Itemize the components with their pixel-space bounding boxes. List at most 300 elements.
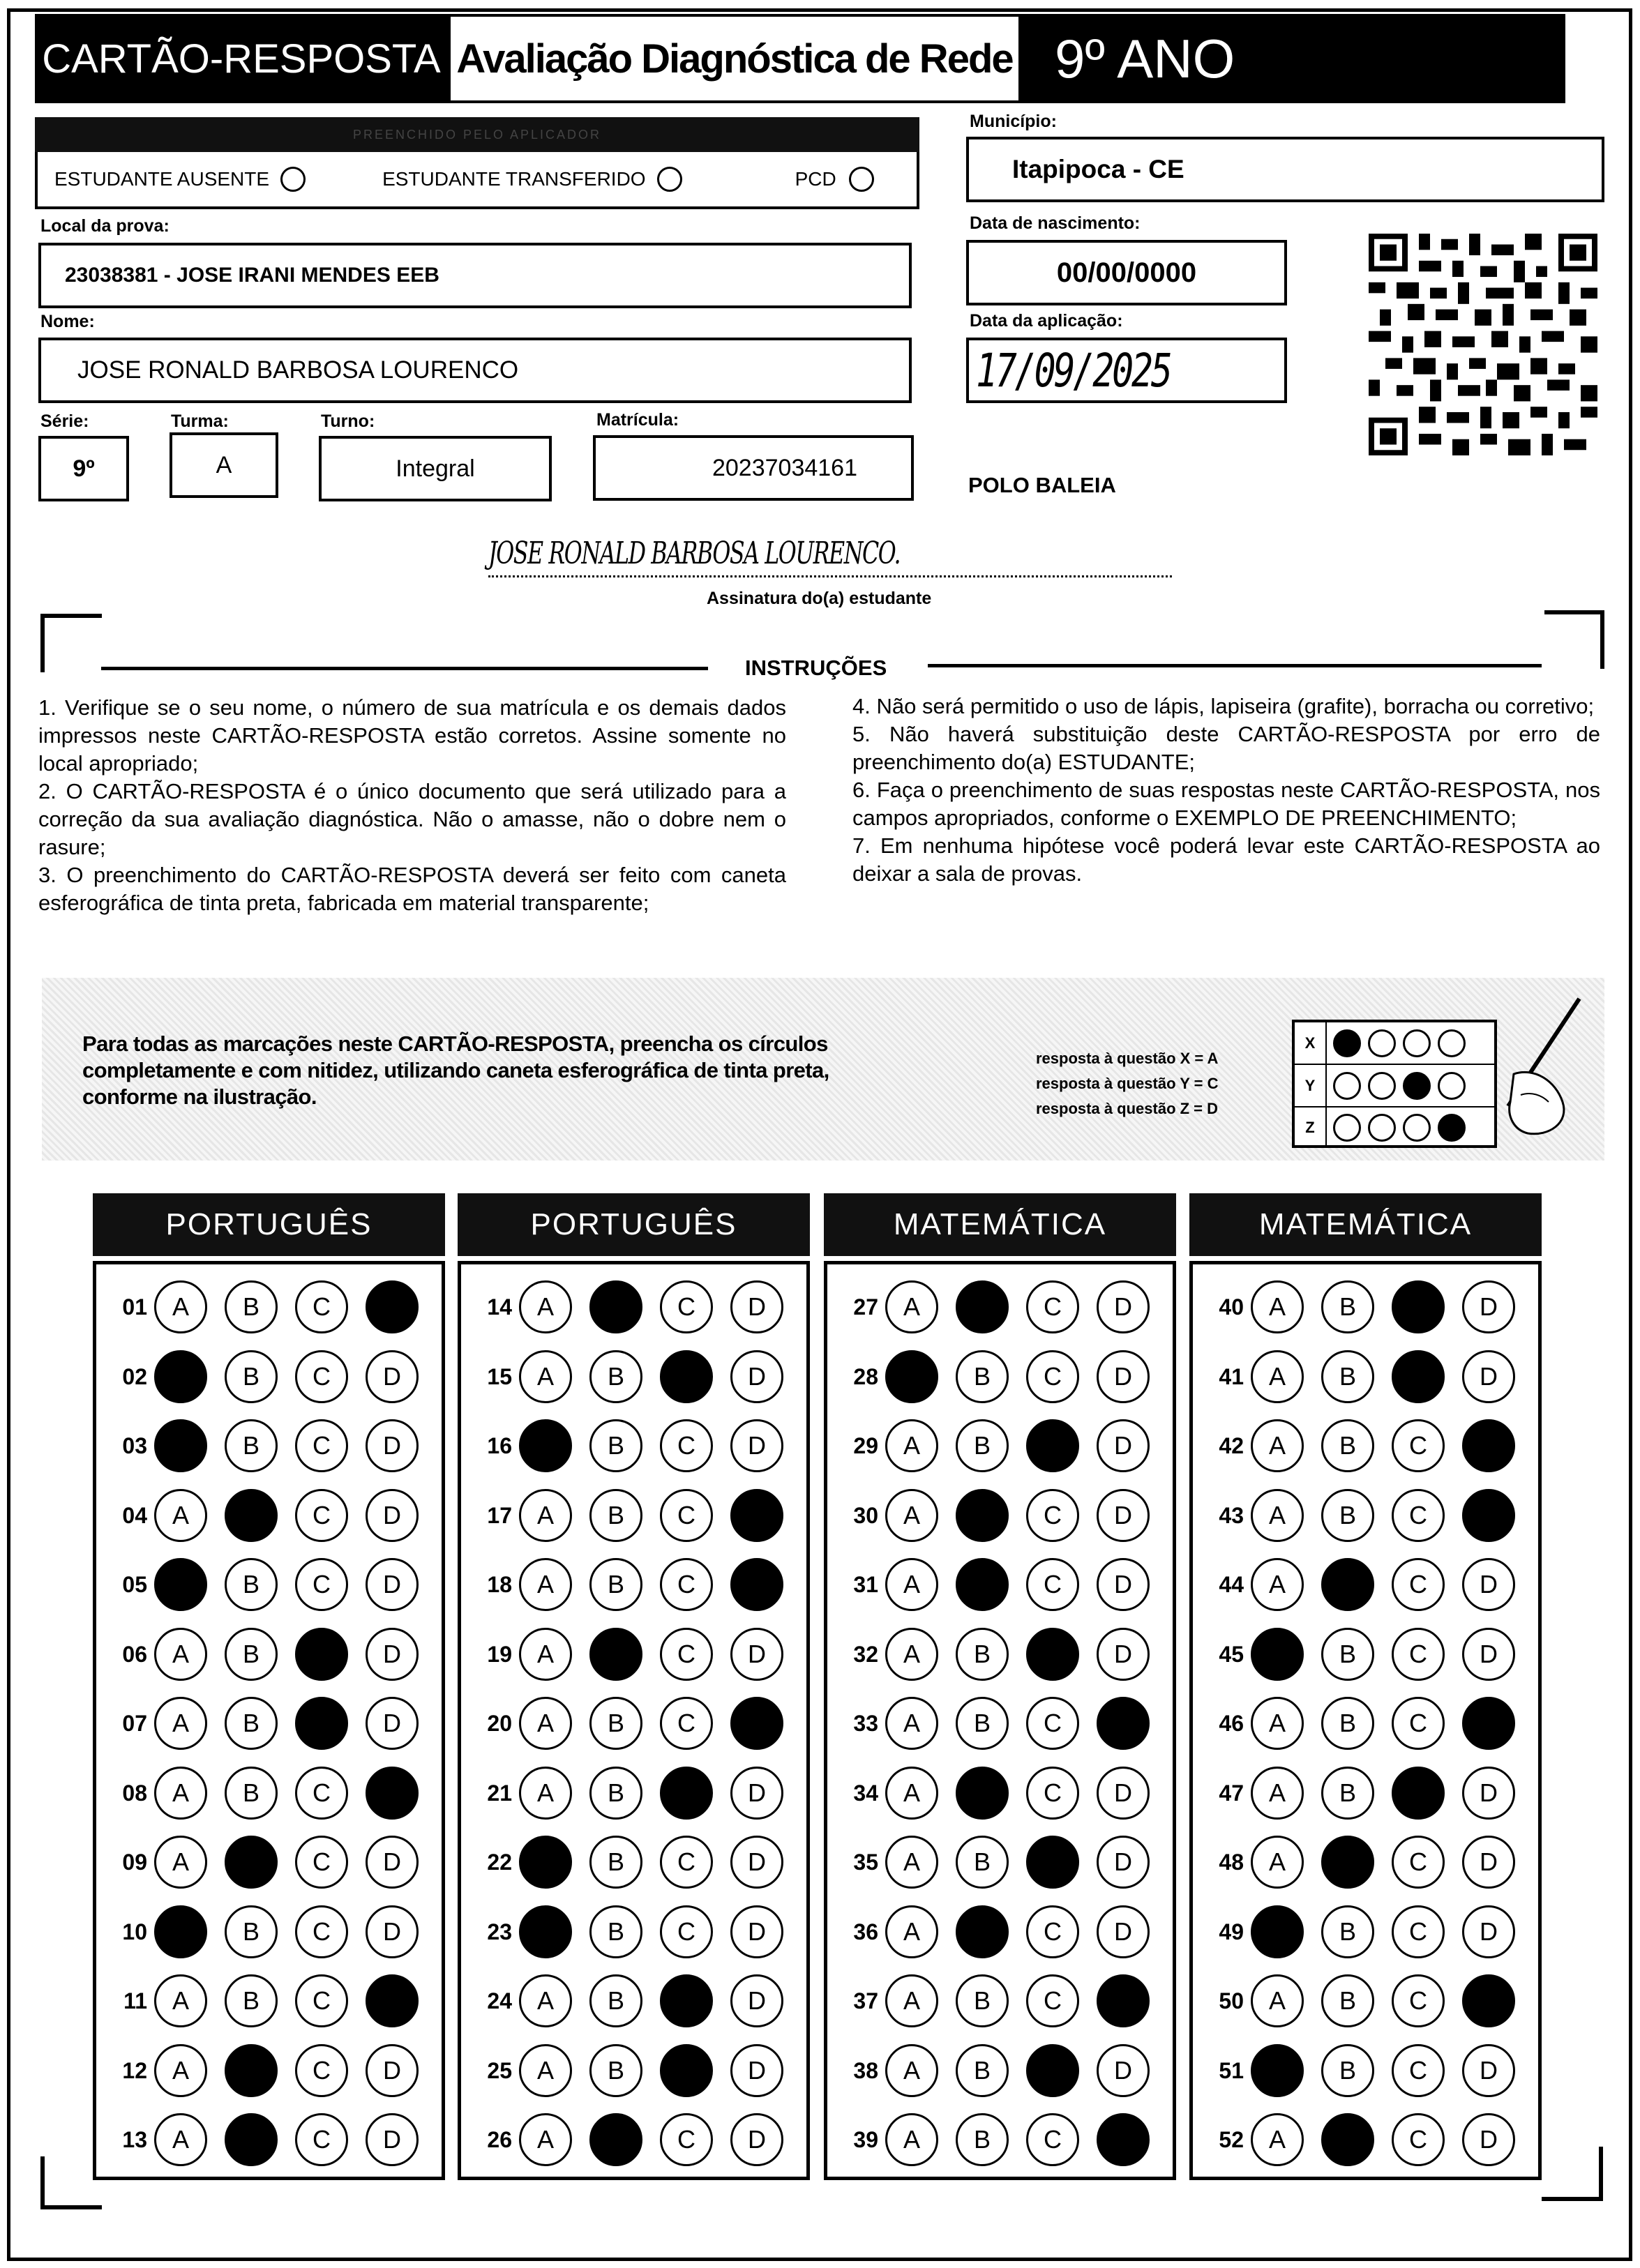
transferred-label: ESTUDANTE TRANSFERIDO [382,168,646,190]
answer-bubble[interactable]: A [154,1974,207,2027]
answer-bubble[interactable]: A [1251,1558,1304,1611]
answer-bubble[interactable]: B [589,1489,642,1542]
answer-bubble[interactable]: D [1097,1280,1150,1333]
serie-field [38,436,129,501]
grade-banner [1021,14,1565,103]
question-number: 44 [1219,1571,1244,1597]
answer-bubble-filled[interactable] [1392,1280,1445,1333]
answer-bubble[interactable]: B [1321,1628,1374,1681]
answer-bubble-filled[interactable] [225,2044,278,2097]
question-row [834,1767,1167,1820]
pcd-checkbox[interactable] [849,167,874,192]
answer-bubble[interactable]: C [660,1836,713,1889]
example-bubble [1403,1029,1431,1057]
answer-bubble[interactable]: A [885,1558,938,1611]
answer-bubble[interactable]: D [730,1419,783,1472]
question-row [103,1419,436,1472]
answer-bubble-filled[interactable] [660,2044,713,2097]
answer-bubble[interactable]: B [589,1836,642,1889]
answer-bubble[interactable]: B [589,1419,642,1472]
question-row [467,1767,801,1820]
question-number: 08 [122,1780,147,1806]
question-row [1199,1489,1533,1542]
question-number: 17 [487,1502,512,1528]
signature-handwritten: JOSE RONALD BARBOSA LOURENCO. [488,536,901,571]
answer-bubble-filled[interactable] [956,1905,1009,1958]
answer-bubble-filled[interactable] [1026,2044,1079,2097]
answer-bubble[interactable]: D [366,1419,419,1472]
answer-bubble[interactable]: D [366,1350,419,1403]
question-row [103,2044,436,2097]
answer-bubble-filled[interactable] [154,1905,207,1958]
answer-bubble[interactable]: A [154,1836,207,1889]
answer-bubble-filled[interactable] [366,1767,419,1820]
answer-bubble[interactable]: D [1462,1767,1515,1820]
answer-bubble-filled[interactable] [1026,1419,1079,1472]
answer-bubble-filled[interactable] [660,1974,713,2027]
answer-bubble[interactable]: C [660,1697,713,1750]
question-number: 39 [853,2126,878,2152]
question-number: 03 [122,1432,147,1458]
answer-bubble-filled[interactable] [660,1767,713,1820]
answer-bubble[interactable]: A [519,1350,572,1403]
nascimento-label: Data de nascimento: [970,213,1141,233]
instructions-left [38,694,786,917]
answer-bubble[interactable]: C [1392,2044,1445,2097]
question-row [1199,1280,1533,1333]
answer-bubble[interactable]: B [589,1350,642,1403]
answer-bubble[interactable]: A [885,1419,938,1472]
question-number: 32 [853,1641,878,1667]
question-number: 11 [123,1988,147,2013]
answer-bubble[interactable]: B [589,2044,642,2097]
answer-bubble[interactable]: D [366,1836,419,1889]
instructions-rule-left [101,667,708,670]
answer-bubble[interactable]: C [1026,2113,1079,2166]
answer-bubble[interactable]: B [225,1280,278,1333]
answer-bubble[interactable]: C [660,1489,713,1542]
pcd-label: PCD [795,168,836,190]
question-number: 37 [853,1988,878,2013]
answer-bubble[interactable]: A [154,1280,207,1333]
answer-bubble[interactable]: B [589,1767,642,1820]
question-row [467,1280,801,1333]
example-legend-x: resposta à questão X = A [1036,1050,1219,1067]
answer-bubble[interactable]: A [519,1280,572,1333]
answer-bubble-filled[interactable] [956,1767,1009,1820]
answer-bubble[interactable]: D [1097,1350,1150,1403]
instruction-7: 7. Em nenhuma hipótese você poderá levar este CARTÃO-RESPOSTA ao deixar a sala de provas. [852,833,1600,886]
answer-bubble[interactable]: B [1321,1974,1374,2027]
question-number: 13 [122,2126,147,2152]
answer-bubble[interactable]: C [295,2113,348,2166]
answer-bubble[interactable]: B [225,1419,278,1472]
answer-bubble[interactable]: D [1462,2044,1515,2097]
question-row [1199,2113,1533,2166]
answer-bubble[interactable]: A [885,2044,938,2097]
example-row-label: Z [1295,1107,1327,1148]
example-bubble-filled [1333,1029,1361,1057]
question-number: 34 [853,1780,878,1806]
answer-bubble[interactable]: A [885,1489,938,1542]
answer-bubble[interactable]: B [1321,1697,1374,1750]
question-row [467,1974,801,2027]
answer-bubble[interactable]: B [956,1697,1009,1750]
answer-bubble-filled[interactable] [295,1697,348,1750]
answer-bubble-filled[interactable] [956,1558,1009,1611]
question-row [467,1558,801,1611]
answer-bubble[interactable]: C [1392,1628,1445,1681]
answer-bubble-filled[interactable] [1097,2113,1150,2166]
answer-bubble[interactable]: C [1392,1419,1445,1472]
answer-bubble[interactable]: A [885,1905,938,1958]
answer-bubble[interactable]: C [1026,1350,1079,1403]
question-row [834,1836,1167,1889]
answer-bubble[interactable]: B [1321,1419,1374,1472]
answer-bubble[interactable]: B [956,1836,1009,1889]
answer-bubble-filled[interactable] [519,1905,572,1958]
answer-bubble-filled[interactable] [366,1974,419,2027]
answer-bubble[interactable]: A [154,1489,207,1542]
answer-bubble[interactable]: A [519,1489,572,1542]
answer-bubble-filled[interactable] [1251,1628,1304,1681]
answer-bubble[interactable]: C [1026,1974,1079,2027]
answer-bubble[interactable]: A [1251,1836,1304,1889]
example-bubble-filled [1438,1114,1466,1142]
question-number: 22 [487,1849,512,1875]
answer-bubble[interactable]: D [1462,1558,1515,1611]
answer-bubble[interactable]: C [295,1489,348,1542]
turno-label: Turno: [321,411,375,431]
question-row [834,1419,1167,1472]
question-row [467,1905,801,1958]
answer-bubble-filled[interactable] [225,1489,278,1542]
answer-bubble-filled[interactable] [956,1489,1009,1542]
question-number: 09 [122,1849,147,1875]
answer-bubble[interactable]: B [225,1905,278,1958]
answer-bubble-filled[interactable] [1251,1905,1304,1958]
answer-bubble-filled[interactable] [225,1836,278,1889]
answer-bubble[interactable]: D [1097,2044,1150,2097]
answer-bubble[interactable]: A [154,2113,207,2166]
answer-bubble-filled[interactable] [1321,1558,1374,1611]
answer-bubble[interactable]: A [154,2044,207,2097]
answer-bubble-filled[interactable] [295,1628,348,1681]
answer-bubble[interactable]: B [1321,1767,1374,1820]
answer-bubble[interactable]: C [295,1767,348,1820]
answer-bubble[interactable]: A [885,1628,938,1681]
answer-bubble[interactable]: D [1097,1767,1150,1820]
answer-bubble[interactable]: B [1321,1350,1374,1403]
answer-bubble-filled[interactable] [1462,1974,1515,2027]
answer-bubble[interactable]: A [885,1767,938,1820]
answer-bubble[interactable]: D [730,2113,783,2166]
answer-bubble[interactable]: B [1321,1280,1374,1333]
question-number: 04 [122,1502,147,1528]
answer-bubble[interactable]: D [366,1905,419,1958]
instructions-rule-right [928,664,1542,667]
answer-bubble[interactable]: C [660,2113,713,2166]
question-row [834,1628,1167,1681]
answer-bubble[interactable]: C [1392,1836,1445,1889]
answer-bubble[interactable]: D [1097,1419,1150,1472]
answer-bubble[interactable]: D [1097,1558,1150,1611]
answer-bubble[interactable]: B [225,1697,278,1750]
answer-bubble[interactable]: D [366,1489,419,1542]
answer-bubble[interactable]: A [519,1697,572,1750]
question-number: 19 [487,1641,512,1667]
answer-bubble[interactable]: B [225,1628,278,1681]
answer-bubble[interactable]: C [1026,1489,1079,1542]
answer-bubble[interactable]: B [225,1350,278,1403]
answer-bubble[interactable]: A [519,2044,572,2097]
answer-bubble[interactable]: C [1026,1697,1079,1750]
answer-bubble[interactable]: A [154,1628,207,1681]
answer-bubble-filled[interactable] [885,1350,938,1403]
question-number: 47 [1219,1780,1244,1806]
answer-bubble[interactable]: C [1392,2113,1445,2166]
answer-bubble[interactable]: B [956,1628,1009,1681]
question-number: 52 [1219,2126,1244,2152]
question-row [1199,1767,1533,1820]
answer-bubble[interactable]: A [154,1767,207,1820]
answer-bubble[interactable]: A [519,1558,572,1611]
answer-bubble-filled[interactable] [589,2113,642,2166]
answer-bubble[interactable]: B [1321,2044,1374,2097]
question-row [834,2113,1167,2166]
answer-bubble[interactable]: C [1026,1767,1079,1820]
example-row-x [1295,1022,1494,1065]
question-row [103,1489,436,1542]
answer-bubble[interactable]: B [589,1558,642,1611]
answer-bubble-filled[interactable] [1097,1697,1150,1750]
answer-bubble[interactable]: C [660,1280,713,1333]
answer-bubble[interactable]: D [1462,1905,1515,1958]
question-row [834,1697,1167,1750]
serie-value: 9º [73,455,95,482]
answer-bubble[interactable]: D [1462,1280,1515,1333]
answer-bubble[interactable]: C [660,1558,713,1611]
answer-bubble[interactable]: C [295,1974,348,2027]
answer-bubble[interactable]: A [519,2113,572,2166]
question-number: 38 [853,2057,878,2083]
answer-bubble-filled[interactable] [730,1697,783,1750]
instruction-5: 5. Não haverá substituição deste CARTÃO-RESPOSTA por erro de preenchimento do(a) ESTUDANTE; [852,722,1600,774]
absent-checkbox[interactable] [280,167,306,192]
answer-bubble-filled[interactable] [519,1836,572,1889]
answer-bubble-filled[interactable] [956,1280,1009,1333]
answer-bubble[interactable]: A [885,2113,938,2166]
example-legend-y: resposta à questão Y = C [1036,1075,1219,1092]
question-row [103,1280,436,1333]
answer-bubble[interactable]: D [730,1905,783,1958]
answer-bubble-filled[interactable] [519,1419,572,1472]
answer-bubble-filled[interactable] [1097,1974,1150,2027]
question-number: 26 [487,2126,512,2152]
answer-bubble[interactable]: D [366,2113,419,2166]
example-bubble [1368,1029,1396,1057]
answer-bubble[interactable]: C [1026,1558,1079,1611]
answer-bubble-filled[interactable] [1026,1628,1079,1681]
answer-bubble[interactable]: A [1251,1974,1304,2027]
answer-bubble-filled[interactable] [154,1350,207,1403]
question-row [1199,1697,1533,1750]
answer-bubble[interactable]: C [660,1905,713,1958]
answer-bubble[interactable]: B [589,1974,642,2027]
answer-bubble[interactable]: B [956,2113,1009,2166]
answer-bubble[interactable]: A [885,1836,938,1889]
answer-bubble[interactable]: C [1392,1905,1445,1958]
example-bubble [1438,1072,1466,1100]
answer-bubble[interactable]: B [956,1419,1009,1472]
question-row [467,1697,801,1750]
answer-bubble[interactable]: C [1392,1697,1445,1750]
answer-bubble-filled[interactable] [1392,1767,1445,1820]
answer-bubble[interactable]: C [295,1350,348,1403]
answer-bubble[interactable]: A [519,1974,572,2027]
example-bubble [1333,1114,1361,1142]
answer-bubble-filled[interactable] [154,1558,207,1611]
answer-bubble[interactable]: C [295,1836,348,1889]
question-number: 28 [853,1363,878,1389]
answer-bubble[interactable]: A [885,1974,938,2027]
answer-bubble[interactable]: D [730,1280,783,1333]
question-number: 45 [1219,1641,1244,1667]
answer-bubble[interactable]: B [225,1558,278,1611]
answer-bubble[interactable]: B [956,2044,1009,2097]
answer-bubble[interactable]: A [885,1280,938,1333]
example-bubble [1438,1029,1466,1057]
transferred-checkbox[interactable] [657,167,682,192]
answer-bubble[interactable]: D [730,1974,783,2027]
answer-bubble-filled[interactable] [225,2113,278,2166]
answer-bubble[interactable]: C [1392,1974,1445,2027]
answer-bubble[interactable]: D [366,1697,419,1750]
local-label: Local da prova: [40,216,170,236]
answer-bubble[interactable]: A [1251,1280,1304,1333]
answer-bubble[interactable]: B [589,1697,642,1750]
answer-bubble-filled[interactable] [589,1628,642,1681]
answer-bubble[interactable]: C [1392,1489,1445,1542]
question-row [1199,1350,1533,1403]
example-text: Para todas as marcações neste CARTÃO-RESPOSTA, preencha os círculos completamente e com nitidez, utilizando caneta esferográfica de tinta preta, conforme na ilustração. [82,1031,829,1109]
answer-bubble[interactable]: C [1392,1558,1445,1611]
answer-bubble-filled[interactable] [660,1350,713,1403]
answer-bubble[interactable]: B [956,1350,1009,1403]
question-row [103,2113,436,2166]
answer-bubble[interactable]: C [1026,1905,1079,1958]
answer-bubble-filled[interactable] [154,1419,207,1472]
answer-bubble-filled[interactable] [1462,1419,1515,1472]
signature-line [488,536,1172,577]
answer-bubble[interactable]: A [1251,1489,1304,1542]
matricula-field [593,435,914,501]
municipio-field [966,137,1604,202]
example-bubble [1368,1114,1396,1142]
answer-bubble[interactable]: C [295,1280,348,1333]
answer-bubble-filled[interactable] [1462,1697,1515,1750]
answer-bubble[interactable]: D [1097,1836,1150,1889]
question-number: 40 [1219,1294,1244,1320]
answer-bubble[interactable]: D [730,2044,783,2097]
answer-bubble[interactable]: D [1097,1489,1150,1542]
answer-bubble-filled[interactable] [1321,2113,1374,2166]
answer-bubble[interactable]: C [295,1558,348,1611]
answer-bubble[interactable]: D [1462,2113,1515,2166]
example-legend [1036,1046,1218,1121]
example-row-y [1295,1065,1494,1107]
answer-bubble[interactable]: C [660,1628,713,1681]
applicator-bar-text: PREENCHIDO PELO APLICADOR [352,127,602,142]
answer-bubble-filled[interactable] [730,1489,783,1542]
answer-bubble[interactable]: D [730,1628,783,1681]
answer-bubble[interactable]: A [885,1697,938,1750]
question-number: 27 [853,1294,878,1320]
answer-bubble[interactable]: A [154,1697,207,1750]
answer-bubble-filled[interactable] [730,1558,783,1611]
answer-bubble-filled[interactable] [1462,1489,1515,1542]
answer-bubble[interactable]: A [1251,1350,1304,1403]
answer-bubble[interactable]: D [1462,1628,1515,1681]
answer-bubble[interactable]: A [519,1628,572,1681]
question-number: 46 [1219,1710,1244,1736]
answer-bubble[interactable]: B [1321,1905,1374,1958]
answer-bubble[interactable]: A [1251,1419,1304,1472]
instruction-1: 1. Verifique se o seu nome, o número de sua matrícula e os demais dados impressos neste CARTÃO-RESPOSTA estão corretos. Assine somente no local apropriado; [38,695,786,776]
answer-bubble-filled[interactable] [589,1280,642,1333]
question-number: 20 [487,1710,512,1736]
answer-bubble[interactable]: C [295,1905,348,1958]
answer-bubble[interactable]: D [366,1628,419,1681]
answer-bubble[interactable]: D [730,1767,783,1820]
answer-bubble[interactable]: D [1462,1350,1515,1403]
answer-bubble[interactable]: D [730,1350,783,1403]
answer-bubble[interactable]: D [1462,1836,1515,1889]
answer-bubble[interactable]: B [1321,1489,1374,1542]
answer-bubble[interactable]: D [1097,1905,1150,1958]
answer-bubble-filled[interactable] [366,1280,419,1333]
answer-bubble[interactable]: D [366,2044,419,2097]
turma-value: A [216,451,232,478]
question-row [1199,1558,1533,1611]
answer-bubble[interactable]: B [225,1767,278,1820]
answer-bubble[interactable]: C [1026,1280,1079,1333]
answer-bubble[interactable]: C [295,2044,348,2097]
answer-bubble[interactable]: B [589,1905,642,1958]
answer-bubble[interactable]: C [660,1419,713,1472]
answer-bubble-filled[interactable] [1392,1350,1445,1403]
example-legend-z: resposta à questão Z = D [1036,1100,1219,1117]
answer-bubble[interactable]: B [225,1974,278,2027]
answer-bubble[interactable]: D [366,1558,419,1611]
question-row [467,1489,801,1542]
answer-bubble[interactable]: D [730,1836,783,1889]
name-label: Nome: [40,312,95,331]
answer-bubble-filled[interactable] [1321,1836,1374,1889]
answer-bubble[interactable]: A [1251,1697,1304,1750]
answer-bubble[interactable]: D [1097,1628,1150,1681]
example-bubble [1403,1114,1431,1142]
answer-bubble[interactable]: A [519,1767,572,1820]
answer-bubble[interactable]: A [1251,1767,1304,1820]
answer-bubble[interactable]: C [295,1419,348,1472]
answer-bubble[interactable]: B [956,1974,1009,2027]
turno-field [319,436,552,501]
answer-bubble[interactable]: A [1251,2113,1304,2166]
answer-bubble-filled[interactable] [1251,2044,1304,2097]
question-number: 25 [487,2057,512,2083]
answer-bubble-filled[interactable] [1026,1836,1079,1889]
